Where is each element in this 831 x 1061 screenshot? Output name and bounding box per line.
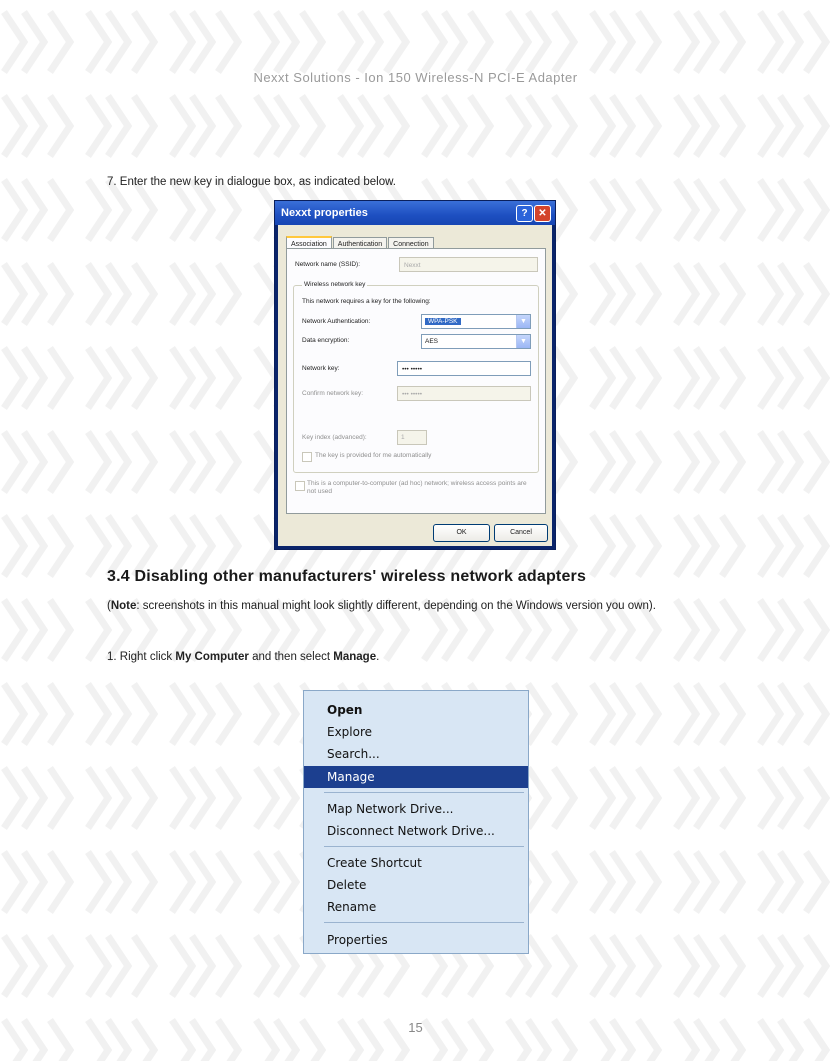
note-text: : screenshots in this manual might look slightly different, depending on the Windows version you own). xyxy=(136,600,656,612)
encryption-label: Data encryption: xyxy=(302,337,350,344)
close-button[interactable]: ✕ xyxy=(534,205,551,222)
network-key-field[interactable]: ••• ••••• xyxy=(397,361,531,376)
menu-item-create-shortcut[interactable]: Create Shortcut xyxy=(327,856,422,870)
chevron-down-icon: ▼ xyxy=(516,335,530,348)
dialog-body xyxy=(278,225,552,546)
page-number: 15 xyxy=(408,1020,423,1035)
key-index-spinner[interactable]: 1 xyxy=(397,430,427,445)
step-7-instruction: 7. Enter the new key in dialogue box, as indicated below. xyxy=(107,176,396,188)
page-header: Nexxt Solutions - Ion 150 Wireless-N PCI-E Adapter xyxy=(253,70,578,85)
menu-item-rename[interactable]: Rename xyxy=(327,900,377,914)
auth-select[interactable] xyxy=(421,314,531,329)
menu-separator xyxy=(324,846,524,847)
auth-label: Network Authentication: xyxy=(302,318,371,325)
association-panel xyxy=(286,248,546,514)
menu-item-properties[interactable]: Properties xyxy=(327,933,388,947)
confirm-key-field[interactable]: ••• ••••• xyxy=(397,386,531,401)
tab-authentication[interactable]: Authentication xyxy=(333,237,387,252)
ssid-label: Network name (SSID): xyxy=(295,261,361,268)
menu-item-search[interactable]: Search... xyxy=(327,747,380,761)
menu-item-explore[interactable]: Explore xyxy=(327,725,373,739)
dialog-title-bar xyxy=(275,201,555,225)
wireless-key-group-title: Wireless network key xyxy=(304,281,366,288)
ok-button[interactable]: OK xyxy=(433,524,490,542)
auth-select-value: WPA-PSK xyxy=(425,318,461,325)
dialog-title: Nexxt properties xyxy=(281,207,368,219)
menu-item-open[interactable]: Open xyxy=(327,703,363,717)
tab-association[interactable]: Association xyxy=(286,236,332,253)
my-computer-context-menu xyxy=(303,690,529,954)
tab-connection[interactable]: Connection xyxy=(388,237,433,252)
step1-prefix: 1. Right click xyxy=(107,651,176,663)
step1-middle: and then select xyxy=(248,651,334,663)
chevron-down-icon: ▼ xyxy=(516,315,530,328)
step1-my-computer: My Computer xyxy=(175,651,249,663)
adhoc-label: This is a computer-to-computer (ad hoc) network; wireless access points are not used xyxy=(307,480,527,495)
menu-item-map-network-drive[interactable]: Map Network Drive... xyxy=(327,802,454,816)
network-key-label: Network key: xyxy=(302,365,340,372)
encryption-select[interactable] xyxy=(421,334,531,349)
step1-suffix: . xyxy=(376,651,380,663)
screenshot-note xyxy=(107,598,727,614)
note-bold-label: Note xyxy=(110,600,137,612)
requires-key-text: This network requires a key for the following: xyxy=(302,298,431,305)
menu-item-disconnect-network-drive[interactable]: Disconnect Network Drive... xyxy=(327,824,495,838)
nexxt-properties-dialog xyxy=(274,200,556,550)
menu-separator xyxy=(324,792,524,793)
adhoc-checkbox[interactable] xyxy=(295,481,305,491)
step-1-instruction xyxy=(107,651,379,663)
help-button[interactable]: ? xyxy=(516,205,533,222)
menu-separator xyxy=(324,922,524,923)
cancel-button[interactable]: Cancel xyxy=(494,524,548,542)
auto-key-label: The key is provided for me automatically xyxy=(315,452,432,459)
encryption-select-value: AES xyxy=(425,338,439,345)
section-heading: 3.4 Disabling other manufacturers' wireless network adapters xyxy=(107,568,587,585)
key-index-label: Key index (advanced): xyxy=(302,434,367,441)
dialog-tabs xyxy=(286,233,435,249)
menu-item-delete[interactable]: Delete xyxy=(327,878,367,892)
note-open-paren: ( xyxy=(107,600,111,612)
confirm-key-label: Confirm network key: xyxy=(302,390,364,397)
step1-manage: Manage xyxy=(333,651,377,663)
wireless-key-group xyxy=(293,281,539,473)
auto-key-checkbox[interactable] xyxy=(302,452,312,462)
ssid-field[interactable]: Nexxt xyxy=(399,257,538,272)
menu-item-manage[interactable]: Manage xyxy=(304,766,528,788)
